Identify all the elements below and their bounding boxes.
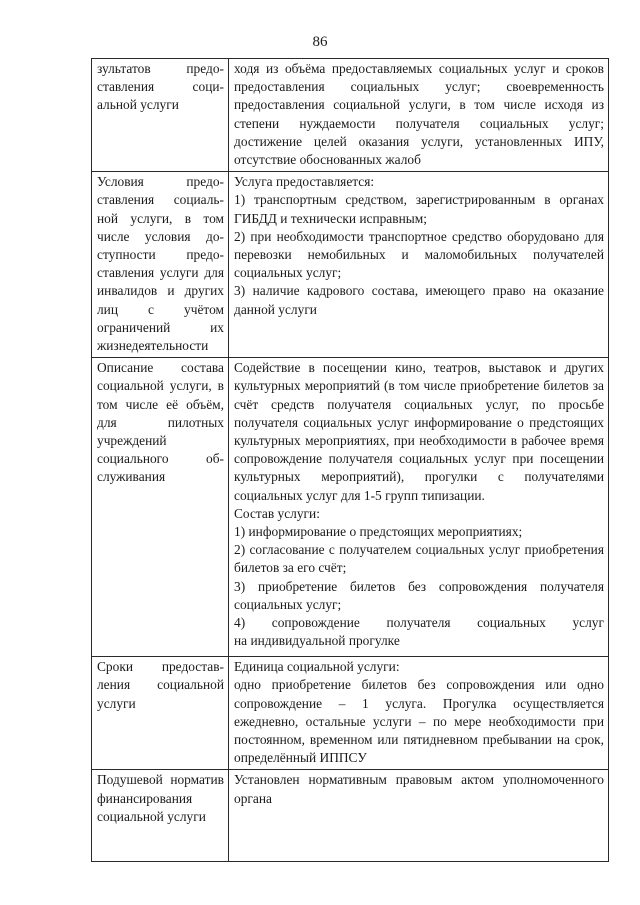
page-number: 86 bbox=[312, 34, 328, 50]
row-content-cell bbox=[229, 172, 609, 358]
row-content-cell bbox=[229, 358, 609, 657]
table-row bbox=[92, 172, 609, 358]
row-label-cell bbox=[92, 358, 229, 657]
service-table bbox=[91, 58, 609, 862]
row-paragraph: 2) при необходимости транспортное средство оборудовано для перевозки немобильных и маломобильных получателей социальных услуг; bbox=[234, 228, 604, 281]
row-paragraph: Услуга предоставляется: bbox=[234, 174, 375, 190]
row-content-cell bbox=[229, 59, 609, 172]
row-label-cell bbox=[92, 59, 229, 172]
row-paragraph: Установлен нормативным правовым актом уполномоченного органа bbox=[234, 772, 604, 806]
row-content-cell bbox=[229, 657, 609, 770]
row-label: Описание состава социальной услуги, в том числе её объём, для пилотных учреждений социального обслуживания bbox=[97, 360, 224, 485]
table-row bbox=[92, 657, 609, 770]
row-label: Подушевой норматив финансирования социальной услуги bbox=[97, 772, 224, 824]
row-label: зультатов предоставления социальной услуги bbox=[97, 61, 224, 113]
row-paragraph: 3) приобретение билетов без сопровождения получателя социальных услуг; bbox=[234, 578, 604, 612]
row-label: Условия предоставления социальной услуги, в том числе условия доступности предоставления услуги для инвалидов и других лиц с учётом ограничений их жизнедеятельности bbox=[97, 174, 224, 354]
row-label-cell bbox=[92, 657, 229, 770]
table-row bbox=[92, 770, 609, 862]
row-paragraph: 3) наличие кадрового состава, имеющего право на оказание данной услуги bbox=[234, 283, 604, 317]
row-paragraph: 2) согласование с получателем социальных услуг приобретения билетов за его счёт; bbox=[234, 542, 604, 576]
row-label: Сроки предоставления социальной услуги bbox=[97, 659, 224, 711]
row-paragraph: ходя из объёма предоставляемых социальных услуг и сроков предоставления социальных услуг; своевременность предоставления социальной услуги, в том числе исходя из степени нуждаемости получателя социальных услуг; достижение целей оказания услуги, установленных ИПУ, отсутствие обоснованных жалоб bbox=[234, 61, 604, 168]
table-row bbox=[92, 358, 609, 657]
row-content-cell bbox=[229, 770, 609, 862]
row-paragraph: одно приобретение билетов без сопровождения или одно сопровождение – 1 услуга. Прогулка осуществляется ежедневно, остальные услуги – по мере необходимости при постоянном, временном или пятидневном пребывании на срок, определённый ИППСУ bbox=[234, 677, 604, 766]
row-paragraph: 4) сопровождение получателя социальных услуг bbox=[234, 615, 604, 631]
row-paragraph: Состав услуги: bbox=[234, 505, 320, 521]
row-label-cell bbox=[92, 770, 229, 862]
row-paragraph: 1) транспортным средством, зарегистрированным в органах ГИБДД и технически исправным; bbox=[234, 192, 604, 226]
row-label-cell bbox=[92, 172, 229, 358]
row-paragraph: 1) информирование о предстоящих мероприятиях; bbox=[234, 524, 523, 540]
row-paragraph: на индивидуальной прогулке bbox=[234, 633, 400, 649]
row-paragraph: Единица социальной услуги: bbox=[234, 659, 400, 675]
table-row bbox=[92, 59, 609, 172]
row-paragraph: Содействие в посещении кино, театров, выставок и других культурных мероприятий (в том числе приобретение билетов за счёт средств получателя социальных услуг, по просьбе получателя социальных услуг информирование о предстоящих культурных мероприятиях, при необходимости в рабочее время сопровождение получателя социальных услуг при посещении культурных мероприятий), прогулки с получателями социальных услуг для 1-5 групп типизации. bbox=[234, 360, 604, 503]
